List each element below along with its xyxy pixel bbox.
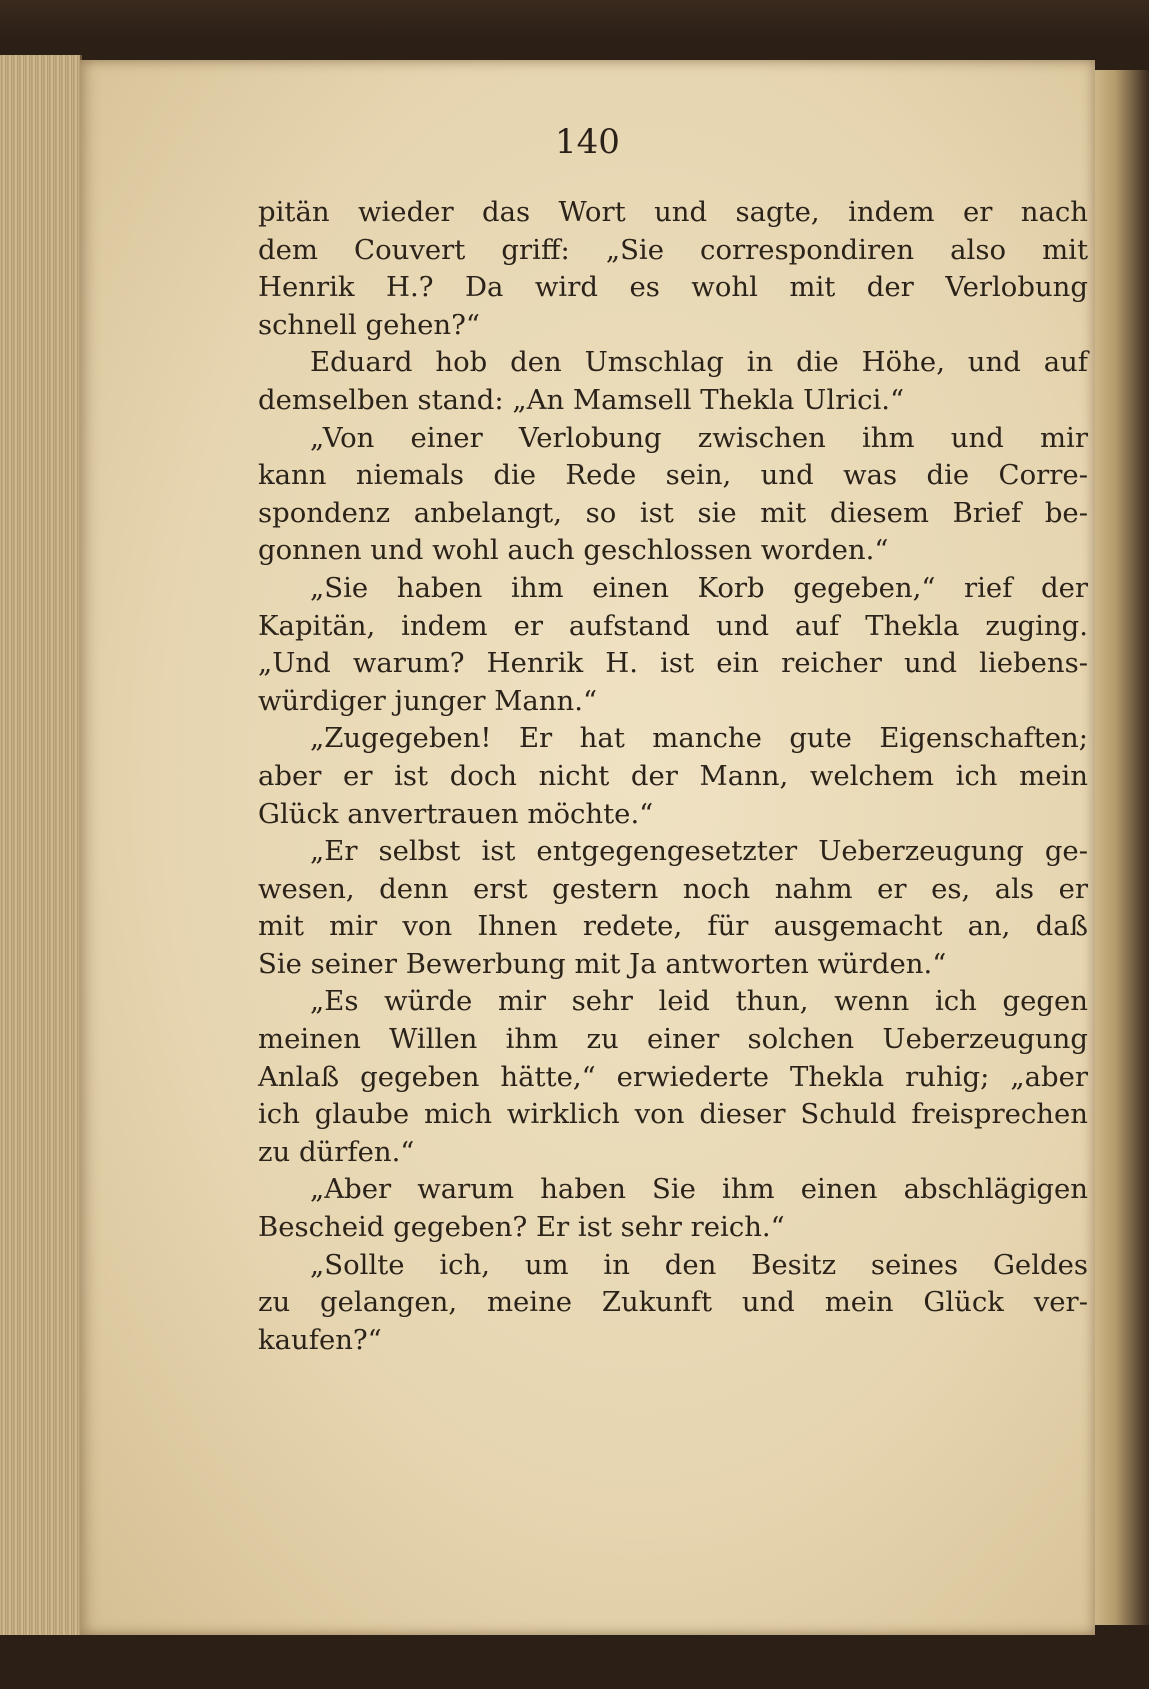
text-line: Kapitän, indem er aufstand und auf Thekla zuging. (258, 609, 1088, 642)
text-line: aber er ist doch nicht der Mann, welchem ich mein (258, 759, 1088, 792)
text-line: „Von einer Verlobung zwischen ihm und mir (310, 421, 1088, 454)
text-line: kaufen?“ (258, 1323, 382, 1356)
text-line: demselben stand: „An Mamsell Thekla Ulrici.“ (258, 383, 905, 416)
text-line: Eduard hob den Umschlag in die Höhe, und auf (310, 346, 1088, 379)
text-line: dem Couvert griff: „Sie correspondiren also mit (258, 233, 1088, 266)
left-page-edges (0, 55, 82, 1635)
page-number: 140 (555, 122, 620, 162)
right-page-edges (1095, 70, 1149, 1625)
text-line: „Er selbst ist entgegengesetzter Ueberzeugung ge- (310, 835, 1088, 868)
text-line: Anlaß gegeben hätte,“ erwiederte Thekla ruhig; „aber (258, 1060, 1088, 1093)
text-line: meinen Willen ihm zu einer solchen Ueberzeugung (258, 1023, 1088, 1056)
text-line: mit mir von Ihnen redete, für ausgemacht an, daß (258, 910, 1088, 943)
text-line: „Es würde mir sehr leid thun, wenn ich gegen (310, 985, 1088, 1018)
text-line: würdiger junger Mann.“ (258, 684, 598, 717)
text-line: gonnen und wohl auch geschlossen worden.“ (258, 534, 889, 567)
text-line: Sie seiner Bewerbung mit Ja antworten würden.“ (258, 947, 947, 980)
text-line: Henrik H.? Da wird es wohl mit der Verlobung (258, 271, 1088, 304)
text-line: wesen, denn erst gestern noch nahm er es, als er (258, 872, 1088, 905)
text-line: zu gelangen, meine Zukunft und mein Glück ver- (258, 1286, 1088, 1319)
text-line: „Sollte ich, um in den Besitz seines Geldes (310, 1248, 1088, 1281)
text-line: „Aber warum haben Sie ihm einen abschlägigen (310, 1173, 1088, 1206)
text-line: schnell gehen?“ (258, 308, 480, 341)
text-line: „Sie haben ihm einen Korb gegeben,“ rief der (310, 571, 1088, 604)
text-line: kann niemals die Rede sein, und was die Corre- (258, 459, 1088, 492)
text-line: „Und warum? Henrik H. ist ein reicher und liebens- (258, 647, 1088, 680)
text-line: „Zugegeben! Er hat manche gute Eigenschaften; (310, 722, 1088, 755)
text-line: pitän wieder das Wort und sagte, indem er nach (258, 196, 1088, 228)
text-line: spondenz anbelangt, so ist sie mit diesem Brief be- (258, 496, 1088, 529)
text-line: ich glaube mich wirklich von dieser Schuld freisprechen (258, 1098, 1088, 1131)
body-text (258, 194, 1088, 1359)
book-page (80, 60, 1095, 1635)
text-line: Bescheid gegeben? Er ist sehr reich.“ (258, 1211, 785, 1244)
text-line: Glück anvertrauen möchte.“ (258, 797, 654, 830)
text-line: zu dürfen.“ (258, 1135, 415, 1168)
